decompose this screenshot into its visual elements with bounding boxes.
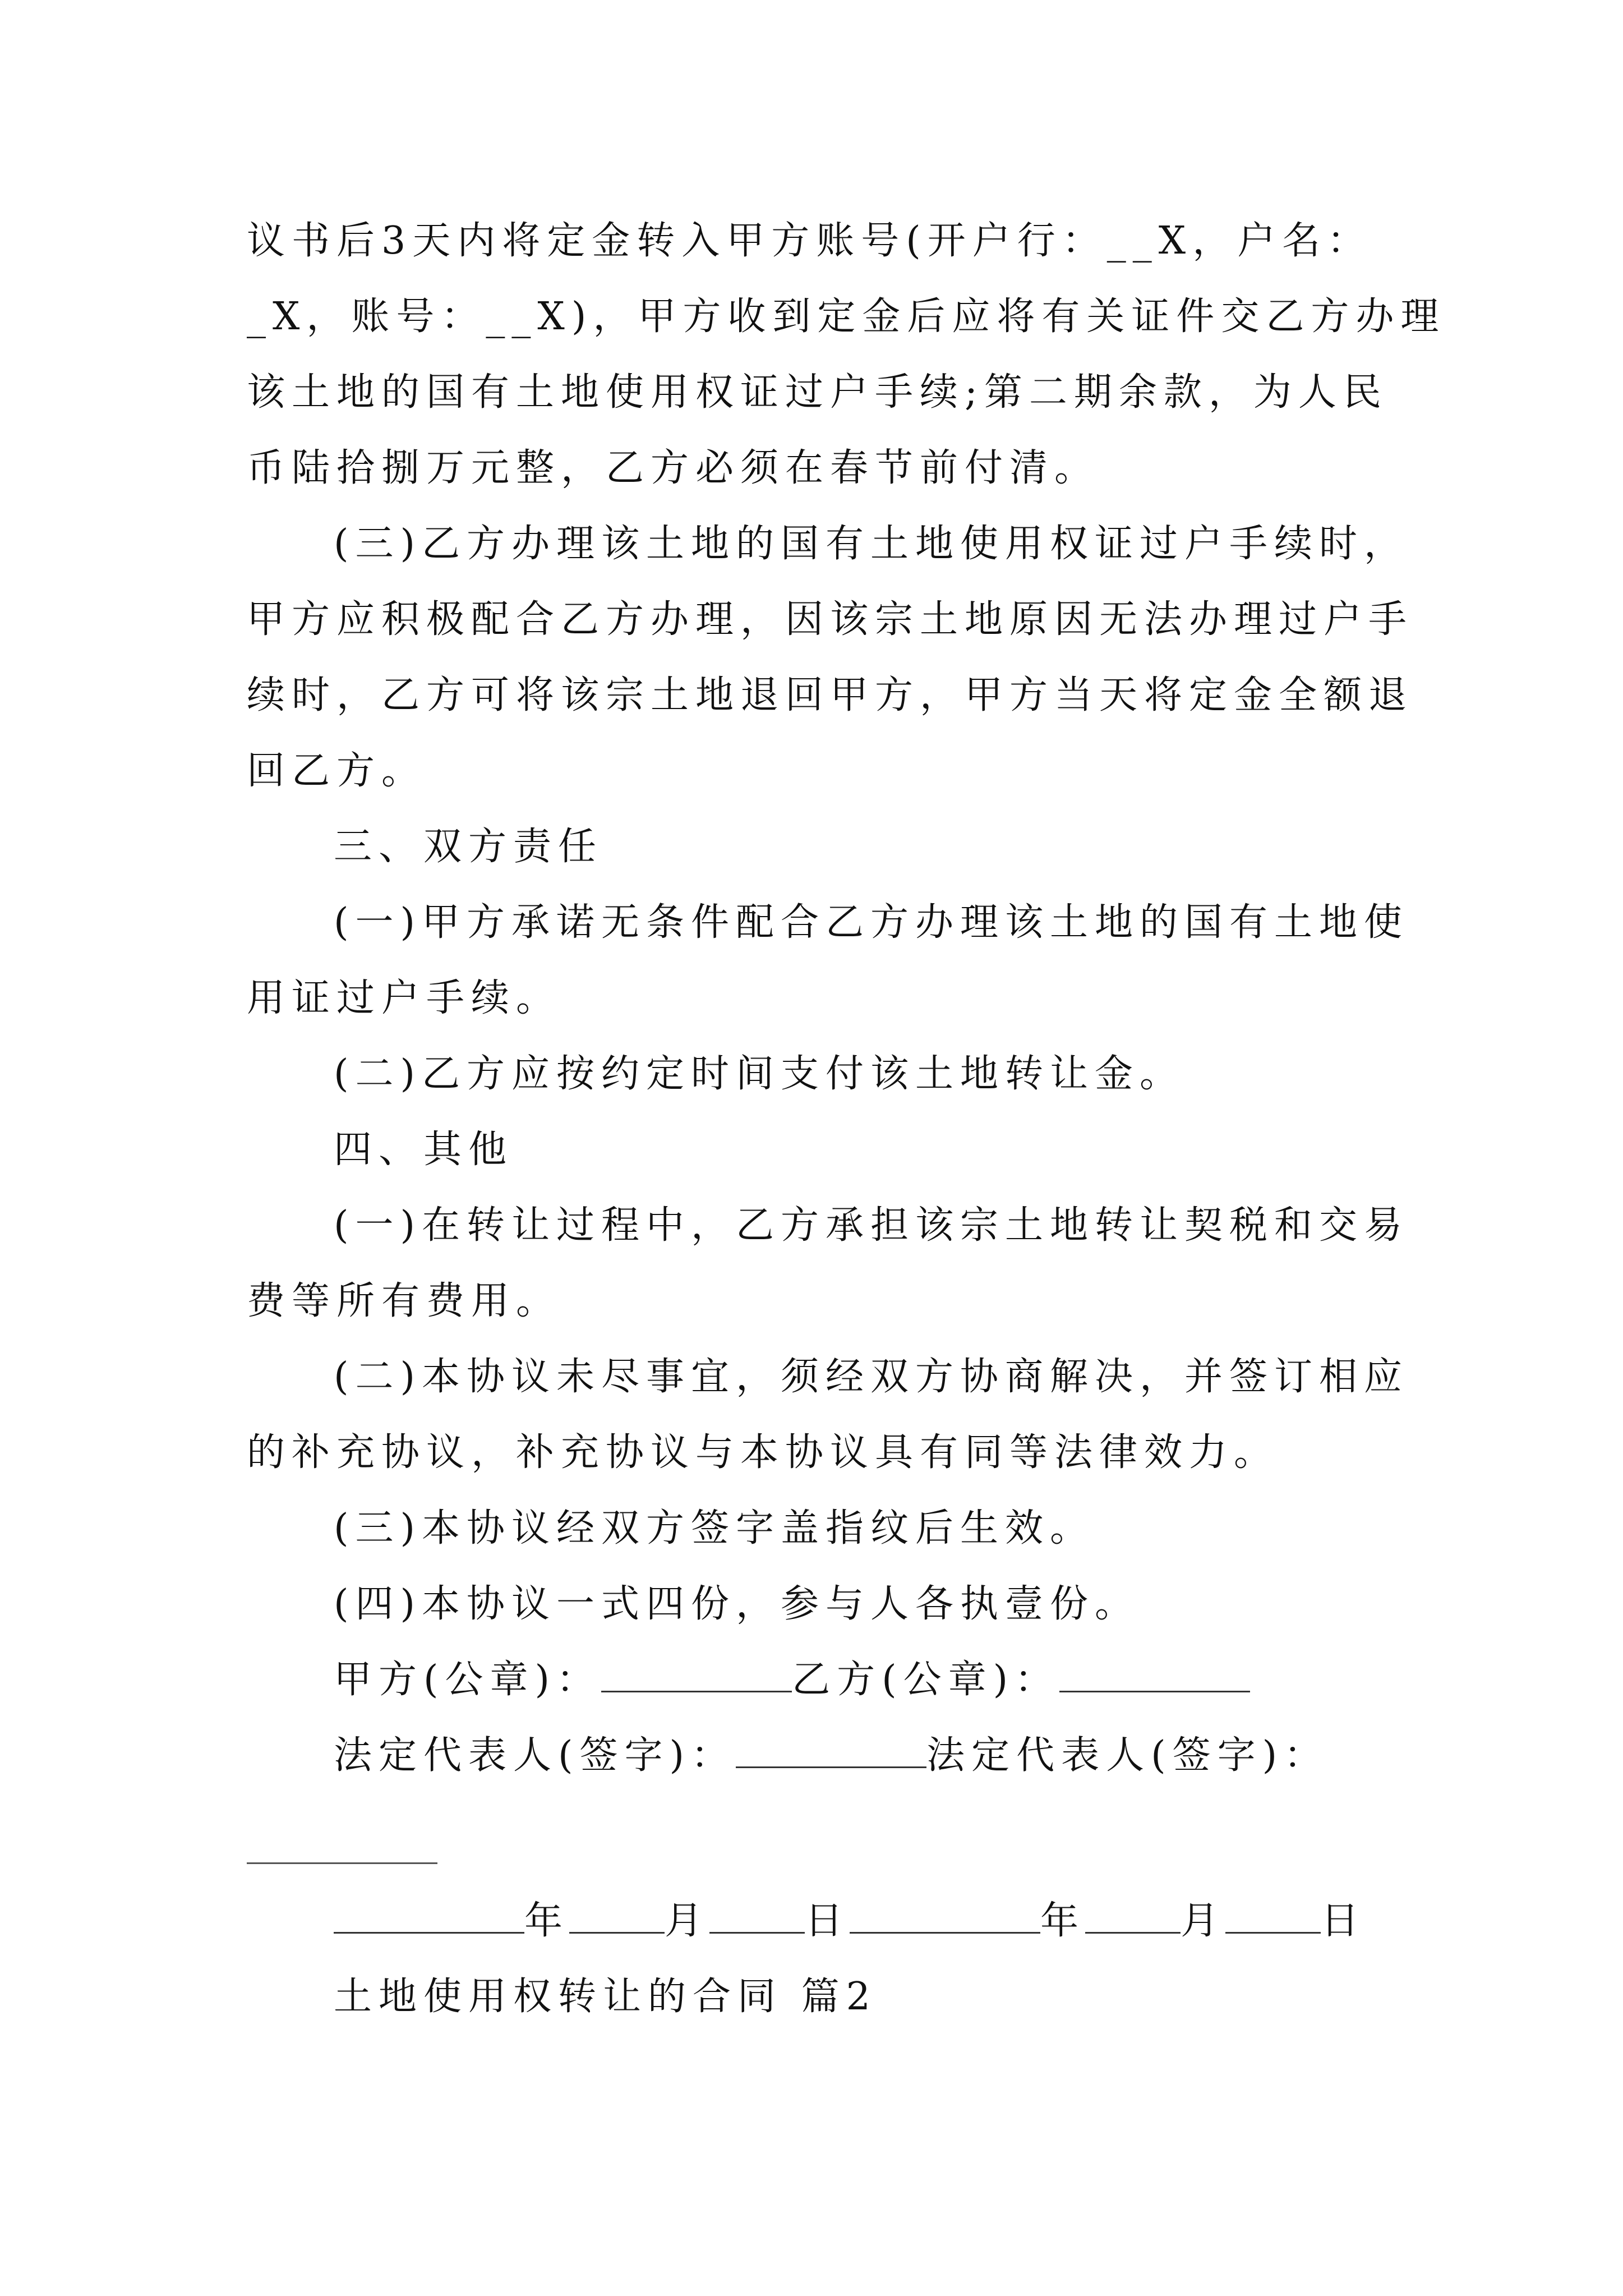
paragraph-line: (一)在转让过程中，乙方承担该宗土地转让契税和交易 — [334, 1203, 1409, 1248]
rep-b-blank — [247, 1862, 437, 1864]
paragraph-line: 续时，乙方可将该宗土地退回甲方，甲方当天将定金全额退 — [247, 673, 1414, 717]
rep-b-label: 法定代表人(签字)： — [926, 1733, 1329, 1778]
paragraph-line: (四)本协议一式四份，参与人各执壹份。 — [334, 1582, 1140, 1626]
paragraph-line: 议书后3天内将定金转入甲方账号(开户行：__X，户名： — [247, 219, 1372, 263]
day-b-blank — [1225, 1897, 1321, 1934]
paragraph-line: _X，账号：__X)，甲方收到定金后应将有关证件交乙方办理 — [247, 295, 1446, 339]
year-b-label: 年 — [1040, 1899, 1086, 1943]
paragraph-line: (一)甲方承诺无条件配合乙方办理该土地的国有土地使 — [334, 900, 1409, 945]
month-a-label: 月 — [665, 1899, 710, 1943]
paragraph-line: (三)本协议经双方签字盖指纹后生效。 — [334, 1506, 1095, 1550]
section-heading: 三、双方责任 — [334, 825, 603, 869]
party-b-blank — [1059, 1656, 1250, 1692]
year-b-blank — [850, 1897, 1040, 1934]
signature-rep-row — [334, 1731, 1329, 1781]
party-b-label: 乙方(公章)： — [792, 1658, 1060, 1702]
section-heading: 四、其他 — [334, 1128, 514, 1172]
paragraph-line: 该土地的国有土地使用权证过户手续;第二期余款，为人民 — [247, 370, 1388, 415]
paragraph-line: (三)乙方办理该土地的国有土地使用权证过户手续时， — [334, 522, 1409, 566]
next-section-title: 土地使用权转让的合同 篇2 — [334, 1975, 877, 2019]
party-a-blank — [601, 1656, 792, 1692]
year-a-blank — [334, 1897, 524, 1934]
day-a-blank — [709, 1897, 805, 1934]
day-b-label: 日 — [1321, 1899, 1366, 1943]
signature-date-row — [334, 1896, 1366, 1947]
paragraph-line: 回乙方。 — [247, 749, 427, 793]
rep-a-label: 法定代表人(签字)： — [334, 1733, 736, 1778]
paragraph-line: 费等所有费用。 — [247, 1279, 561, 1323]
paragraph-line: 币陆拾捌万元整，乙方必须在春节前付清。 — [247, 446, 1100, 490]
month-a-blank — [569, 1897, 665, 1934]
paragraph-line: 用证过户手续。 — [247, 976, 561, 1020]
year-a-label: 年 — [524, 1899, 570, 1943]
rep-a-blank — [736, 1732, 926, 1768]
paragraph-line: 的补充协议，补充协议与本协议具有同等法律效力。 — [247, 1430, 1279, 1475]
paragraph-line: 甲方应积极配合乙方办理，因该宗土地原因无法办理过户手 — [247, 597, 1414, 642]
signature-party-row — [334, 1655, 1250, 1705]
party-a-label: 甲方(公章)： — [334, 1658, 602, 1702]
month-b-blank — [1085, 1897, 1181, 1934]
day-a-label: 日 — [805, 1899, 850, 1943]
paragraph-line: (二)乙方应按约定时间支付该土地转让金。 — [334, 1052, 1185, 1096]
paragraph-line: (二)本协议未尽事宜，须经双方协商解决，并签订相应 — [334, 1355, 1409, 1399]
month-b-label: 月 — [1181, 1899, 1226, 1943]
